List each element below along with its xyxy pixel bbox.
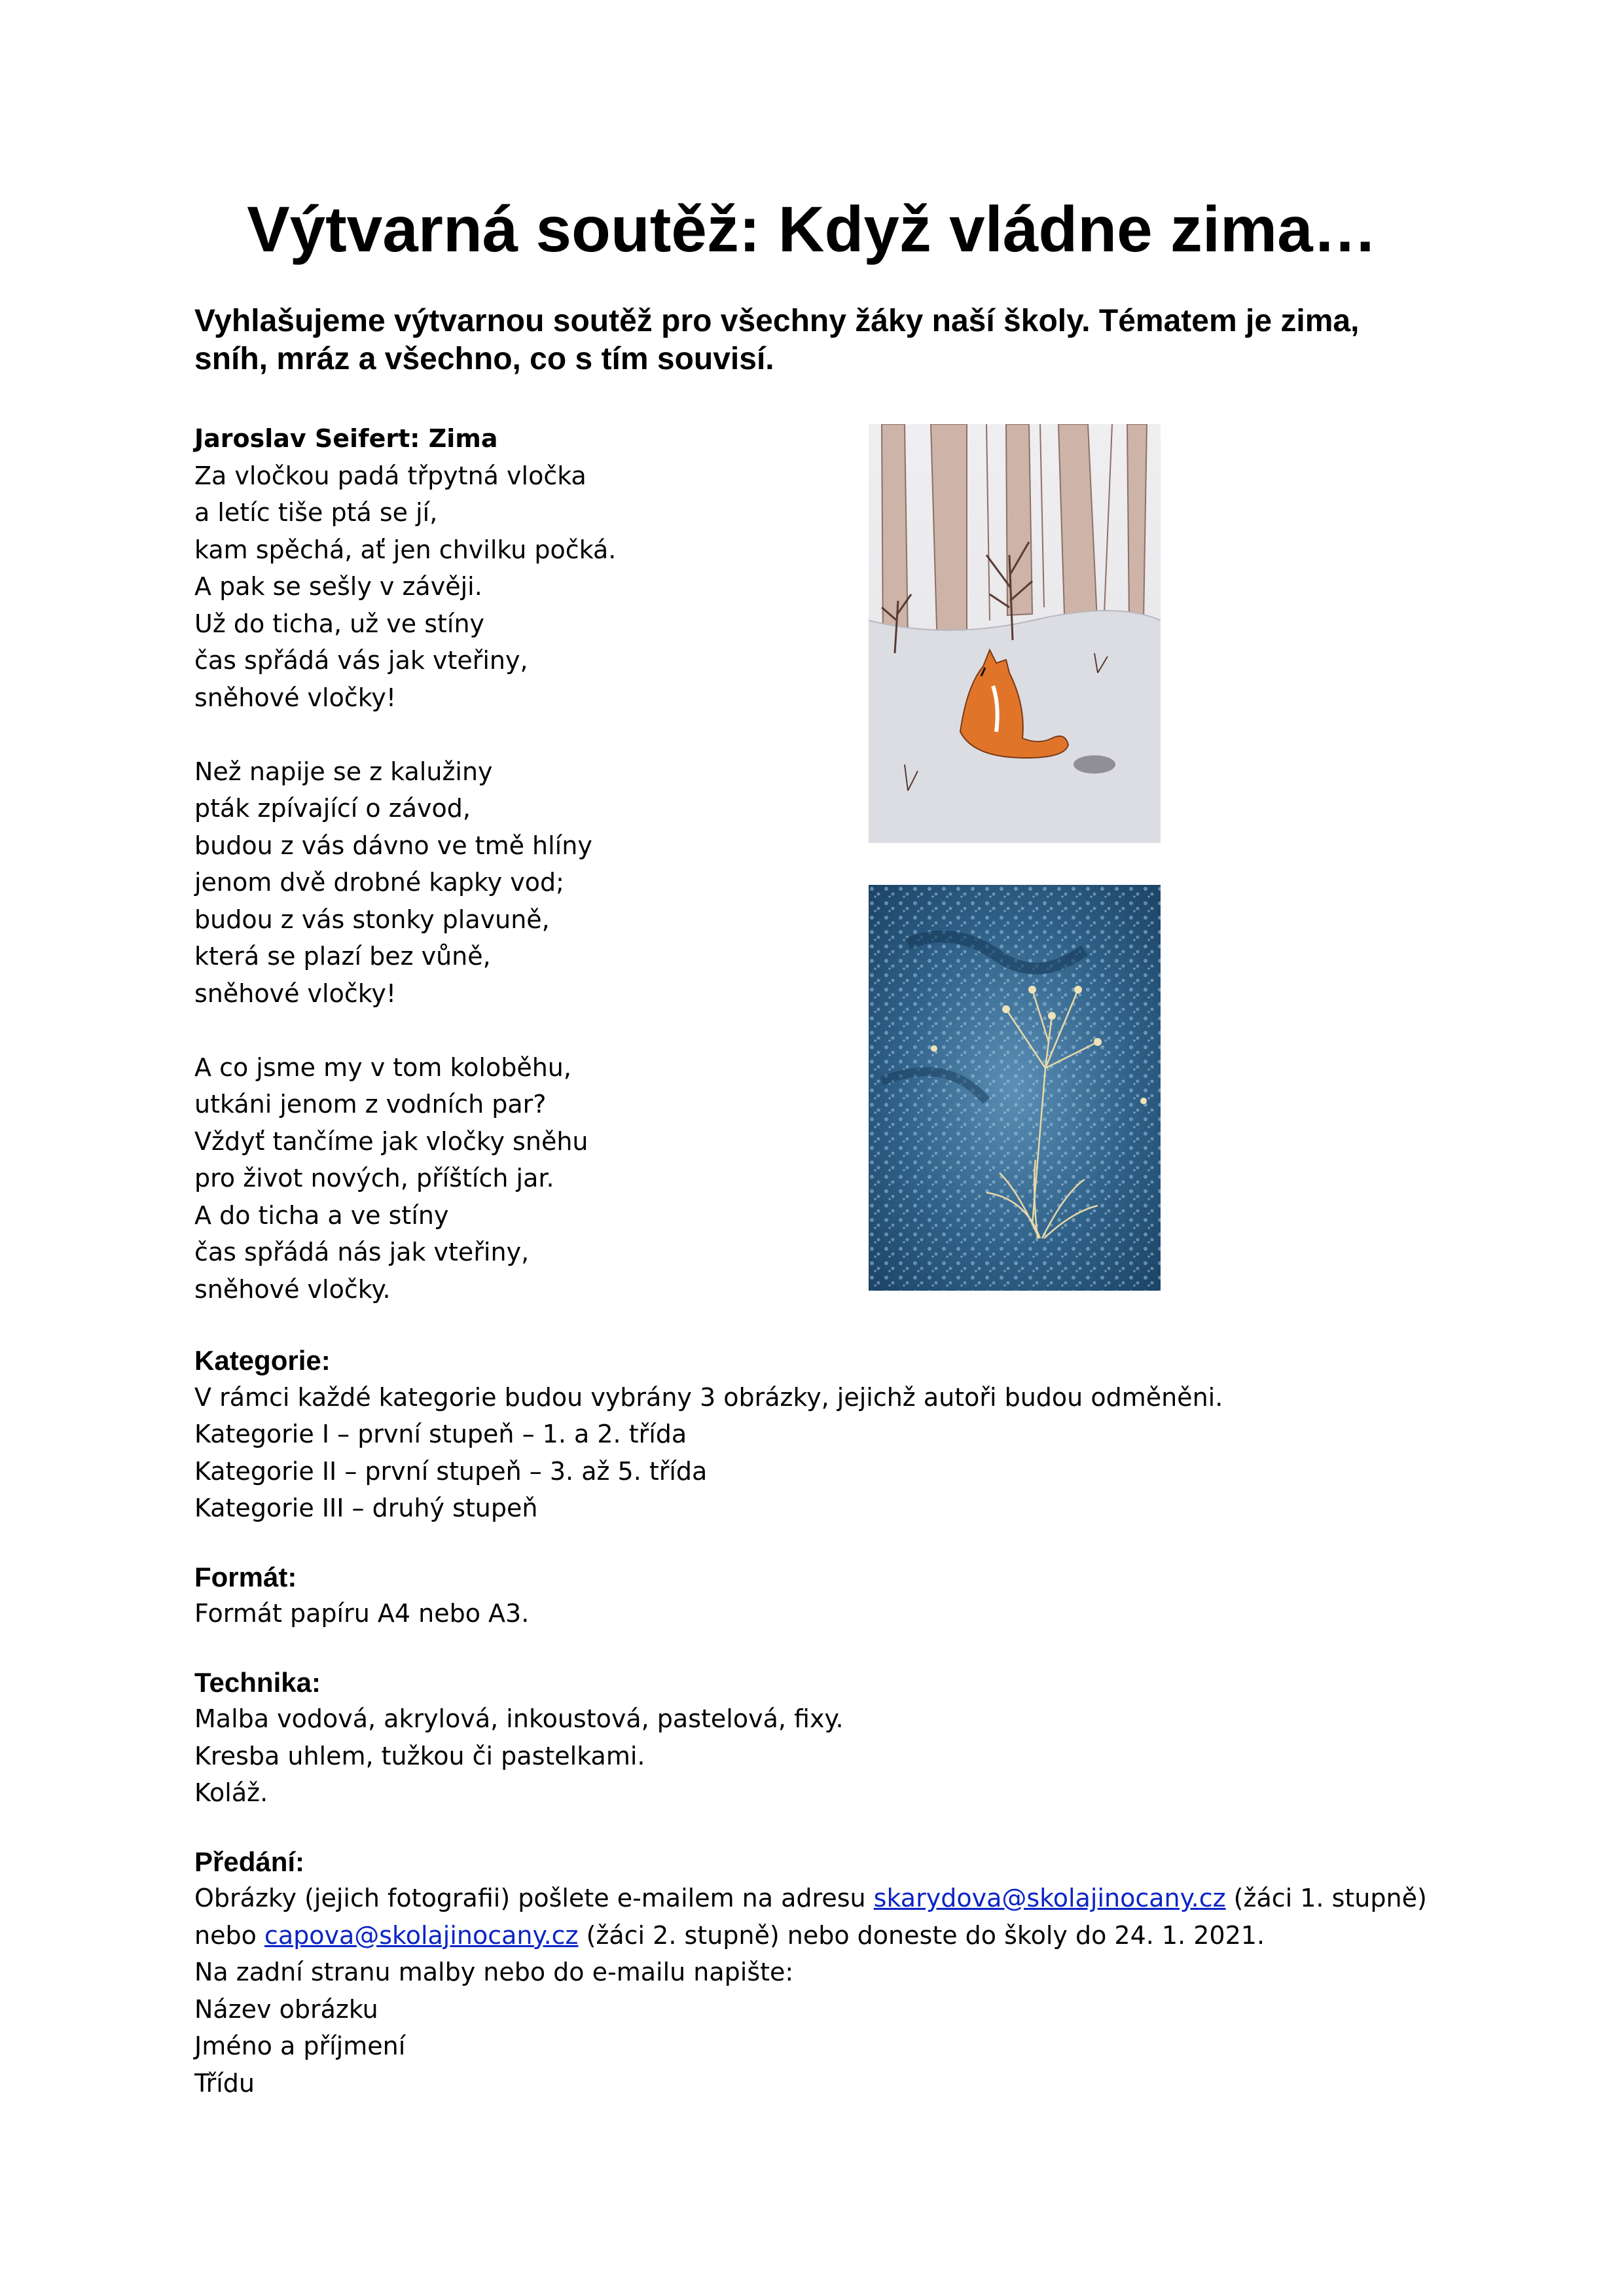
poem-line: A co jsme my v tom koloběhu, bbox=[194, 1052, 571, 1082]
poem-line: sněhové vločky! bbox=[194, 683, 397, 712]
poem-line: budou z vás dávno ve tmě hlíny bbox=[194, 831, 592, 860]
predani-line: Název obrázku bbox=[194, 1994, 378, 2024]
poem-line: a letíc tiše ptá se jí, bbox=[194, 498, 438, 527]
poem-line: utkáni jenom z vodních par? bbox=[194, 1090, 547, 1119]
predani-section bbox=[194, 1843, 1504, 2102]
kategorie-line: Kategorie III – druhý stupeň bbox=[194, 1494, 538, 1522]
technika-line: Koláž. bbox=[194, 1778, 268, 1807]
poem-line: pták zpívající o závod, bbox=[194, 794, 471, 823]
poem-line: čas spřádá vás jak vteřiny, bbox=[194, 646, 528, 675]
poem-line: jenom dvě drobné kapky vod; bbox=[194, 868, 564, 897]
format-line: Formát papíru A4 nebo A3. bbox=[194, 1599, 530, 1628]
poem-line: která se plazí bez vůně, bbox=[194, 942, 491, 971]
poem-stanza-3 bbox=[194, 1049, 849, 1308]
fox-painting-icon bbox=[869, 424, 1161, 843]
predani-line: Na zadní stranu malby nebo do e-mailu napište: bbox=[194, 1958, 794, 1986]
email-link-capova[interactable]: capova@skolajinocany.cz bbox=[264, 1920, 579, 1950]
predani-text: (žáci 1. stupně) bbox=[1225, 1884, 1427, 1912]
predani-line bbox=[194, 1917, 1504, 1954]
kategorie-heading: Kategorie: bbox=[194, 1345, 331, 1376]
predani-text: Obrázky (jejich fotografii) pošlete e-mailem na adresu bbox=[194, 1884, 874, 1912]
email-link-skarydova[interactable]: skarydova@skolajinocany.cz bbox=[873, 1884, 1226, 1912]
poem-line: sněhové vločky! bbox=[194, 978, 397, 1008]
poem-line: Za vločkou padá třpytná vločka bbox=[194, 461, 586, 490]
technika-line: Malba vodová, akrylová, inkoustová, pastelová, fixy. bbox=[194, 1704, 844, 1733]
poem bbox=[194, 420, 849, 1308]
poem-line: Vždyť tančíme jak vločky sněhu bbox=[194, 1126, 588, 1156]
poem-line: pro život nových, příštích jar. bbox=[194, 1164, 554, 1193]
format-section bbox=[194, 1558, 1504, 1632]
predani-text: nebo bbox=[194, 1920, 264, 1950]
poem-line: A do ticha a ve stíny bbox=[194, 1200, 449, 1230]
poem-line: budou z vás stonky plavuně, bbox=[194, 905, 550, 934]
intro-paragraph: Vyhlašujeme výtvarnou soutěž pro všechny žáky naší školy. Tématem je zima, sníh, mráz a všechno, co s tím souvisí. bbox=[194, 304, 1360, 376]
poem-heading: Jaroslav Seifert: Zima bbox=[194, 424, 498, 453]
poem-line: sněhové vločky. bbox=[194, 1274, 391, 1304]
predani-text: (žáci 2. stupně) nebo doneste do školy do 24. 1. 2021. bbox=[578, 1920, 1265, 1950]
predani-line bbox=[194, 1880, 1504, 1917]
page-title: Výtvarná soutěž: Když vládne zima… bbox=[247, 193, 1377, 265]
technika-section bbox=[194, 1664, 1504, 1812]
kategorie-section bbox=[194, 1342, 1504, 1527]
predani-line: Jméno a příjmení bbox=[194, 2032, 406, 2060]
poem-stanza-2 bbox=[194, 753, 849, 1013]
kategorie-line: V rámci každé kategorie budou vybrány 3 obrázky, jejichž autoři budou odměněni. bbox=[194, 1382, 1223, 1412]
format-heading: Formát: bbox=[194, 1561, 297, 1592]
kategorie-line: Kategorie I – první stupeň – 1. a 2. třída bbox=[194, 1420, 687, 1448]
poem-stanza-1 bbox=[194, 457, 849, 717]
predani-line: Třídu bbox=[194, 2068, 255, 2098]
info-sections bbox=[194, 1342, 1504, 2102]
technika-heading: Technika: bbox=[194, 1666, 321, 1698]
technika-line: Kresba uhlem, tužkou či pastelkami. bbox=[194, 1741, 645, 1770]
kategorie-line: Kategorie II – první stupeň – 3. až 5. třída bbox=[194, 1456, 708, 1486]
poem-line: Už do ticha, už ve stíny bbox=[194, 609, 485, 638]
plant-painting-icon bbox=[869, 885, 1161, 1291]
predani-heading: Předání: bbox=[194, 1846, 305, 1877]
poem-line: A pak se sešly v závěji. bbox=[194, 572, 482, 601]
poem-line: kam spěchá, ať jen chvilku počká. bbox=[194, 535, 617, 564]
poem-line: Než napije se z kalužiny bbox=[194, 757, 493, 786]
poem-line: čas spřádá nás jak vteřiny, bbox=[194, 1238, 530, 1266]
